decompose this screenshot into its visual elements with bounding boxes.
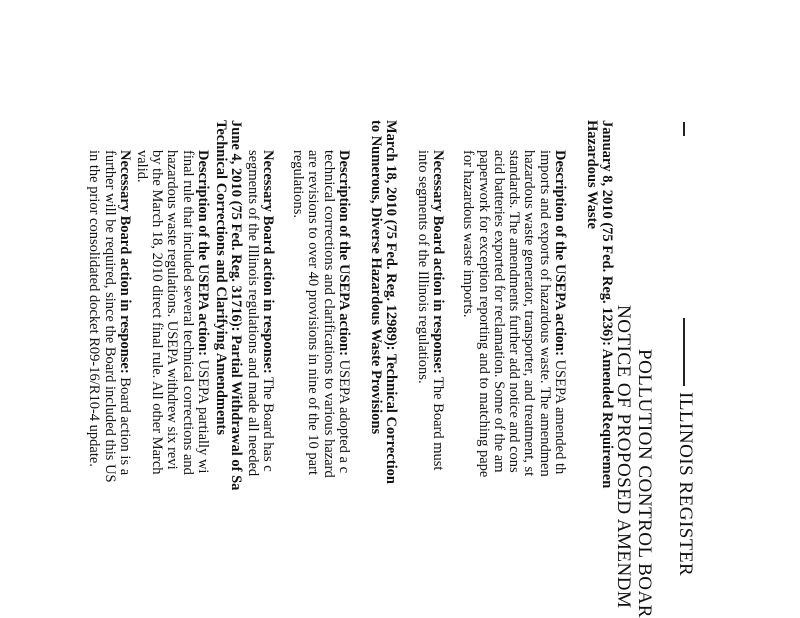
paragraph-lead: Necessary Board action in response: bbox=[430, 150, 446, 374]
paragraph-line: in the prior consolidated docket R09-16/R10-4 update. bbox=[86, 150, 103, 467]
paragraph-text: The Board has c bbox=[260, 373, 276, 472]
heading-line: Technical Corrections and Clarifying Amendments bbox=[212, 120, 229, 435]
header-blank-underline bbox=[684, 318, 686, 386]
board-action-paragraph bbox=[414, 150, 445, 470]
paragraph-line: imports and exports of hazardous waste. The amendmen bbox=[536, 150, 553, 477]
paragraph-line: are revisions to over 40 provisions in nine of the 10 part bbox=[305, 150, 322, 475]
paragraph-line: into segments of the Illinois regulations. bbox=[414, 150, 431, 384]
heading-line: to Numerous, Diverse Hazardous Waste Provisions bbox=[367, 120, 384, 435]
paragraph-lead: Description of the USEPA action: bbox=[336, 150, 352, 356]
heading-line: Hazardous Waste bbox=[583, 120, 600, 229]
paragraph-lead: Necessary Board action in response: bbox=[260, 150, 276, 374]
paragraph-text: The Board must bbox=[430, 373, 446, 471]
paragraph-line: regulations. bbox=[290, 150, 307, 219]
description-paragraph bbox=[134, 150, 210, 475]
paragraph-line: technical corrections and clarifications to various hazard bbox=[320, 150, 337, 478]
paragraph-text: Board action is a bbox=[117, 373, 133, 476]
header-left-tick bbox=[684, 122, 686, 136]
register-title: ILLINOIS REGISTER bbox=[675, 392, 696, 577]
paragraph-lead: Description of the USEPA action: bbox=[195, 150, 211, 356]
paragraph-lead: Necessary Board action in response: bbox=[117, 150, 133, 374]
section-heading bbox=[583, 120, 614, 488]
paragraph-line: by the March 18, 2010 direct final rule. All other March bbox=[149, 150, 166, 475]
section-heading bbox=[367, 120, 398, 484]
paragraph-line: segments of the Illinois regulations and made all needed bbox=[244, 150, 261, 477]
paragraph-line: final rule that included several technical corrections and bbox=[179, 150, 196, 475]
paragraph-line: for hazardous waste imports. bbox=[460, 150, 477, 318]
description-paragraph bbox=[460, 150, 567, 477]
board-action-paragraph bbox=[244, 150, 275, 476]
paragraph-lead: Description of the USEPA action: bbox=[552, 150, 568, 356]
paragraph-line: hazardous waste generator, transporter, and treatment, st bbox=[521, 150, 538, 477]
heading-line: March 18, 2010 (75 Fed. Reg. 12989): Technical Correction bbox=[383, 120, 399, 484]
paragraph-line: standards. The amendments further add notice and cons bbox=[506, 150, 523, 473]
paragraph-line: acid batteries exported for reclamation. Some of the am bbox=[490, 150, 507, 473]
section-heading bbox=[212, 120, 243, 490]
paragraph-text: USEPA partially wi bbox=[195, 355, 211, 474]
board-title: POLLUTION CONTROL BOAR bbox=[634, 349, 655, 618]
heading-line: January 8, 2010 (75 Fed. Reg. 1236): Amended Requiremen bbox=[599, 120, 615, 489]
paragraph-line: hazardous waste regulations. USEPA withdrew six revi bbox=[164, 150, 181, 470]
heading-line: June 4, 2010 (75 Fed. Reg. 31716): Partial Withdrawal of Sa bbox=[228, 120, 244, 491]
notice-title: NOTICE OF PROPOSED AMENDM bbox=[613, 305, 634, 609]
paragraph-text: USEPA amended th bbox=[552, 355, 568, 475]
description-paragraph bbox=[290, 150, 351, 478]
board-action-paragraph bbox=[86, 150, 132, 483]
paragraph-line: further will be required, since the Board included this US bbox=[101, 150, 118, 483]
paragraph-text: USEPA adopted a c bbox=[336, 355, 352, 474]
paragraph-line: paperwork for exception reporting and to matching pape bbox=[475, 150, 492, 478]
paragraph-line: valid. bbox=[133, 150, 150, 183]
